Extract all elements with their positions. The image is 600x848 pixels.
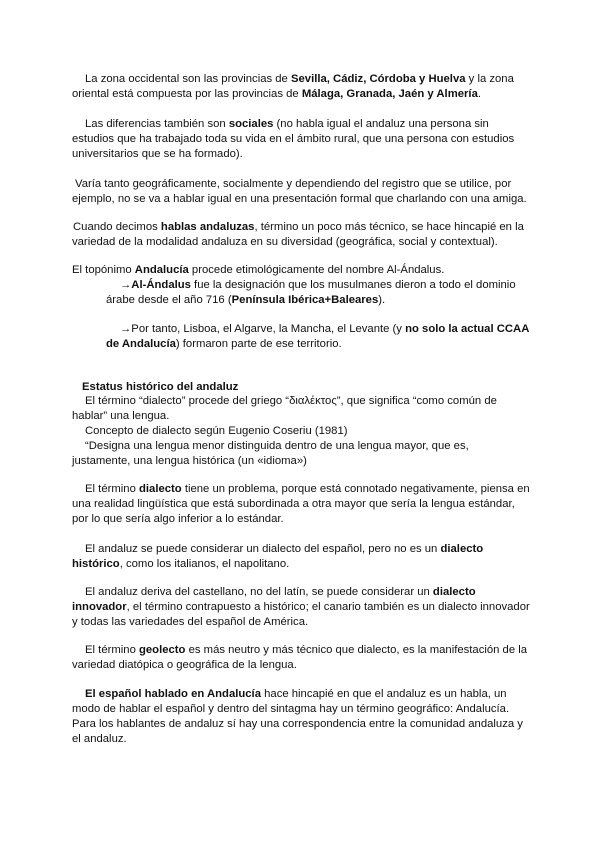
paragraph-coseriu: Concepto de dialecto según Eugenio Coseriu (1981) [85, 425, 348, 437]
paragraph-dialecto-problem: El término dialecto tiene un problema, porque está connotado negativamente, piensa en una realidad lingüística que está subordinada a otra mayor que sería la lengua estándar, por lo que sería algo inferior a lo estándar. [72, 483, 530, 525]
paragraph-variation: Varía tanto geográficamente, socialmente y dependiendo del registro que se utilice, por ejemplo, no se va a hablar igual en una presentación formal que charlando con una amiga. [72, 178, 527, 205]
paragraph-espanol-andalucia: El español hablado en Andalucía hace hincapié en que el andaluz es un habla, un modo de hablar el español y dentro del sintagma hay un término geográfico: Andalucía. Para los hablantes de andaluz sí hay una correspondencia entre la comunidad andaluza y el andaluz. [72, 688, 523, 745]
paragraph-provinces: La zona occidental son las provincias de Sevilla, Cádiz, Córdoba y Huelva y la zona oriental está compuesta por las provincias de Málaga, Granada, Jaén y Almería. [72, 73, 514, 100]
paragraph-toponym: El topónimo Andalucía procede etimológicamente del nombre Al-Ándalus. [72, 264, 445, 276]
arrow-icon: → [120, 279, 132, 291]
paragraph-coseriu-quote: “Designa una lengua menor distinguida dentro de una lengua mayor, que es, justamente, una lengua histórica (un «idioma») [72, 440, 469, 467]
arrow-icon: → [120, 323, 132, 335]
paragraph-hablas-andaluzas: Cuando decimos hablas andaluzas, término un poco más técnico, se hace hincapié en la variedad de la modalidad andaluza en su diversidad (geográfica, social y contextual). [72, 221, 524, 248]
paragraph-geolecto: El término geolecto es más neutro y más técnico que dialecto, es la manifestación de la variedad diatópica o geográfica de la lengua. [72, 644, 528, 671]
paragraph-social-differences: Las diferencias también son sociales (no habla igual el andaluz una persona sin estudios que ha trabajado toda su vida en el ámbito rural, que una persona con estudios universitarios que se ha formado). [72, 118, 515, 160]
paragraph-al-andalus: →Al-Ándalus fue la designación que los musulmanes dieron a todo el dominio árabe desde el año 716 (Península Ibérica+Baleares). [106, 279, 516, 306]
paragraph-dialecto-origin: El término “dialecto” procede del griego “διαλέκτος”, que significa “como común de hablar” una lengua. [72, 395, 497, 422]
paragraph-dialecto-historico: El andaluz se puede considerar un dialecto del español, pero no es un dialecto histórico, como los italianos, el napolitano. [72, 543, 484, 570]
section-heading: Estatus histórico del andaluz [82, 381, 239, 393]
paragraph-territory: →Por tanto, Lisboa, el Algarve, la Mancha, el Levante (y no solo la actual CCAA de Andalucía) formaron parte de ese territorio. [106, 323, 529, 350]
paragraph-dialecto-innovador: El andaluz deriva del castellano, no del latín, se puede considerar un dialecto innovador, el término contrapuesto a histórico; el canario también es un dialecto innovador y todas las variedades del español de América. [72, 586, 530, 628]
